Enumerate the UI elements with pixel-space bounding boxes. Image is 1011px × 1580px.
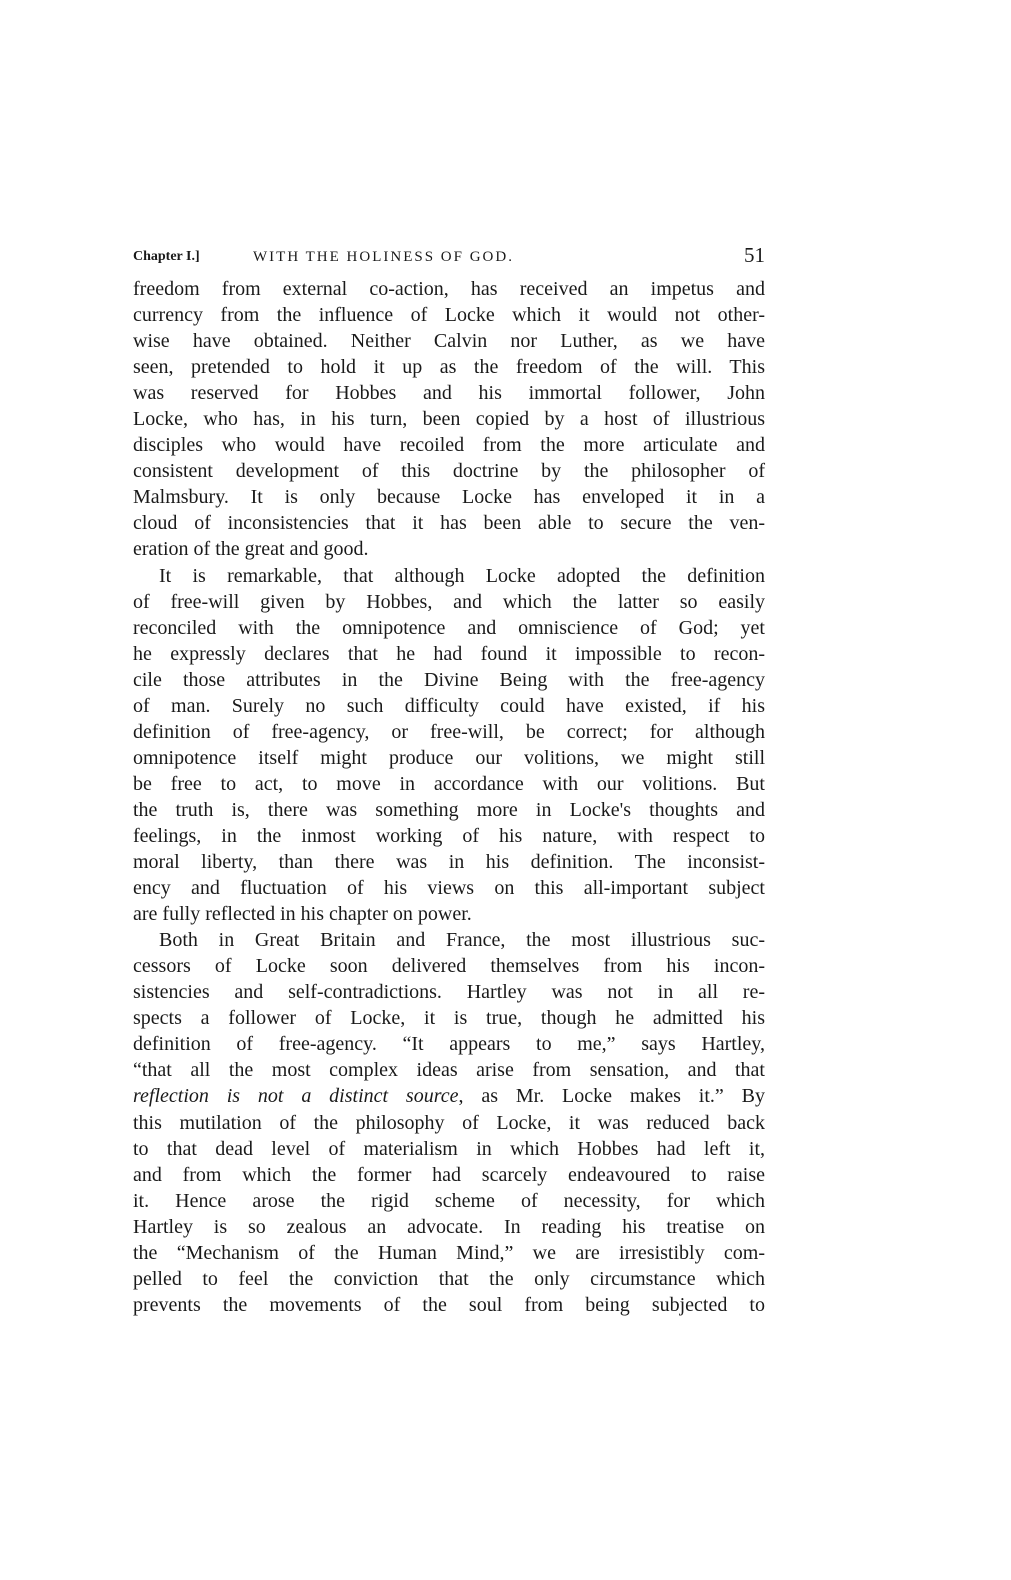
text-line: cile those attributes in the Divine Being with the free-agency — [133, 668, 765, 691]
text-line: the truth is, there was something more in Locke's thoughts and — [133, 798, 765, 821]
text-line: currency from the influence of Locke which it would not other- — [133, 304, 765, 327]
text-line: pelled to feel the conviction that the only circumstance which — [133, 1267, 765, 1290]
text-line: spects a follower of Locke, it is true, though he admitted his — [133, 1007, 765, 1030]
page-number: 51 — [744, 243, 765, 267]
text-line: It is remarkable, that although Locke adopted the definition — [159, 564, 765, 587]
text-line: seen, pretended to hold it up as the freedom of the will. This — [133, 356, 765, 379]
text-line: disciples who would have recoiled from the more articulate and — [133, 434, 765, 457]
text-line: Hartley is so zealous an advocate. In reading his treatise on — [133, 1215, 765, 1238]
text-line: Malmsbury. It is only because Locke has enveloped it in a — [133, 486, 765, 509]
text-line: this mutilation of the philosophy of Locke, it was reduced back — [133, 1111, 765, 1134]
text-line: freedom from external co-action, has received an impetus and — [133, 278, 765, 300]
chapter-label: Chapter I.] — [133, 249, 200, 264]
text-line: “that all the most complex ideas arise from sensation, and that — [133, 1059, 765, 1082]
text-line: omnipotence itself might produce our volitions, we might still — [133, 746, 765, 769]
text-line: the “Mechanism of the Human Mind,” we are irresistibly com- — [133, 1241, 765, 1264]
text-line: of free-will given by Hobbes, and which the latter so easily — [133, 590, 765, 613]
text-line: feelings, in the inmost working of his nature, with respect to — [133, 824, 765, 847]
text-line: definition of free-agency, or free-will, be correct; for although — [133, 720, 765, 743]
text-line: wise have obtained. Neither Calvin nor Luther, as we have — [133, 330, 765, 353]
text-line: he expressly declares that he had found it impossible to recon- — [133, 642, 765, 665]
text-line — [133, 1083, 765, 1109]
text-line: to that dead level of materialism in which Hobbes had left it, — [133, 1137, 765, 1160]
text-line: Both in Great Britain and France, the most illustrious suc- — [159, 929, 765, 952]
text-line: cessors of Locke soon delivered themselves from his incon- — [133, 955, 765, 978]
text-line: reconciled with the omnipotence and omniscience of God; yet — [133, 616, 765, 639]
italic-phrase: reflection is not a distinct source — [133, 1085, 459, 1108]
running-title: WITH THE HOLINESS OF GOD. — [253, 249, 514, 265]
text-line: ency and fluctuation of his views on this all-important subject — [133, 877, 765, 900]
running-head — [133, 243, 765, 273]
text-line: be free to act, to move in accordance with our volitions. But — [133, 772, 765, 795]
text-line: moral liberty, than there was in his definition. The inconsist- — [133, 851, 765, 874]
text-line: are fully reflected in his chapter on power. — [133, 903, 472, 926]
text-line: and from which the former had scarcely endeavoured to raise — [133, 1163, 765, 1186]
line-remainder: , as Mr. Locke makes it.” By — [458, 1085, 765, 1108]
text-line: was reserved for Hobbes and his immortal follower, John — [133, 382, 765, 405]
text-line: it. Hence arose the rigid scheme of necessity, for which — [133, 1189, 765, 1212]
text-line: Locke, who has, in his turn, been copied by a host of illustrious — [133, 408, 765, 431]
text-line: eration of the great and good. — [133, 538, 369, 561]
text-line: of man. Surely no such difficulty could have existed, if his — [133, 694, 765, 717]
text-line: sistencies and self-contradictions. Hartley was not in all re- — [133, 981, 765, 1004]
text-line: prevents the movements of the soul from being subjected to — [133, 1293, 765, 1316]
body-text — [133, 276, 765, 1318]
text-line: definition of free-agency. “It appears to me,” says Hartley, — [133, 1033, 765, 1056]
text-line: consistent development of this doctrine by the philosopher of — [133, 460, 765, 483]
text-line: cloud of inconsistencies that it has been able to secure the ven- — [133, 512, 765, 535]
